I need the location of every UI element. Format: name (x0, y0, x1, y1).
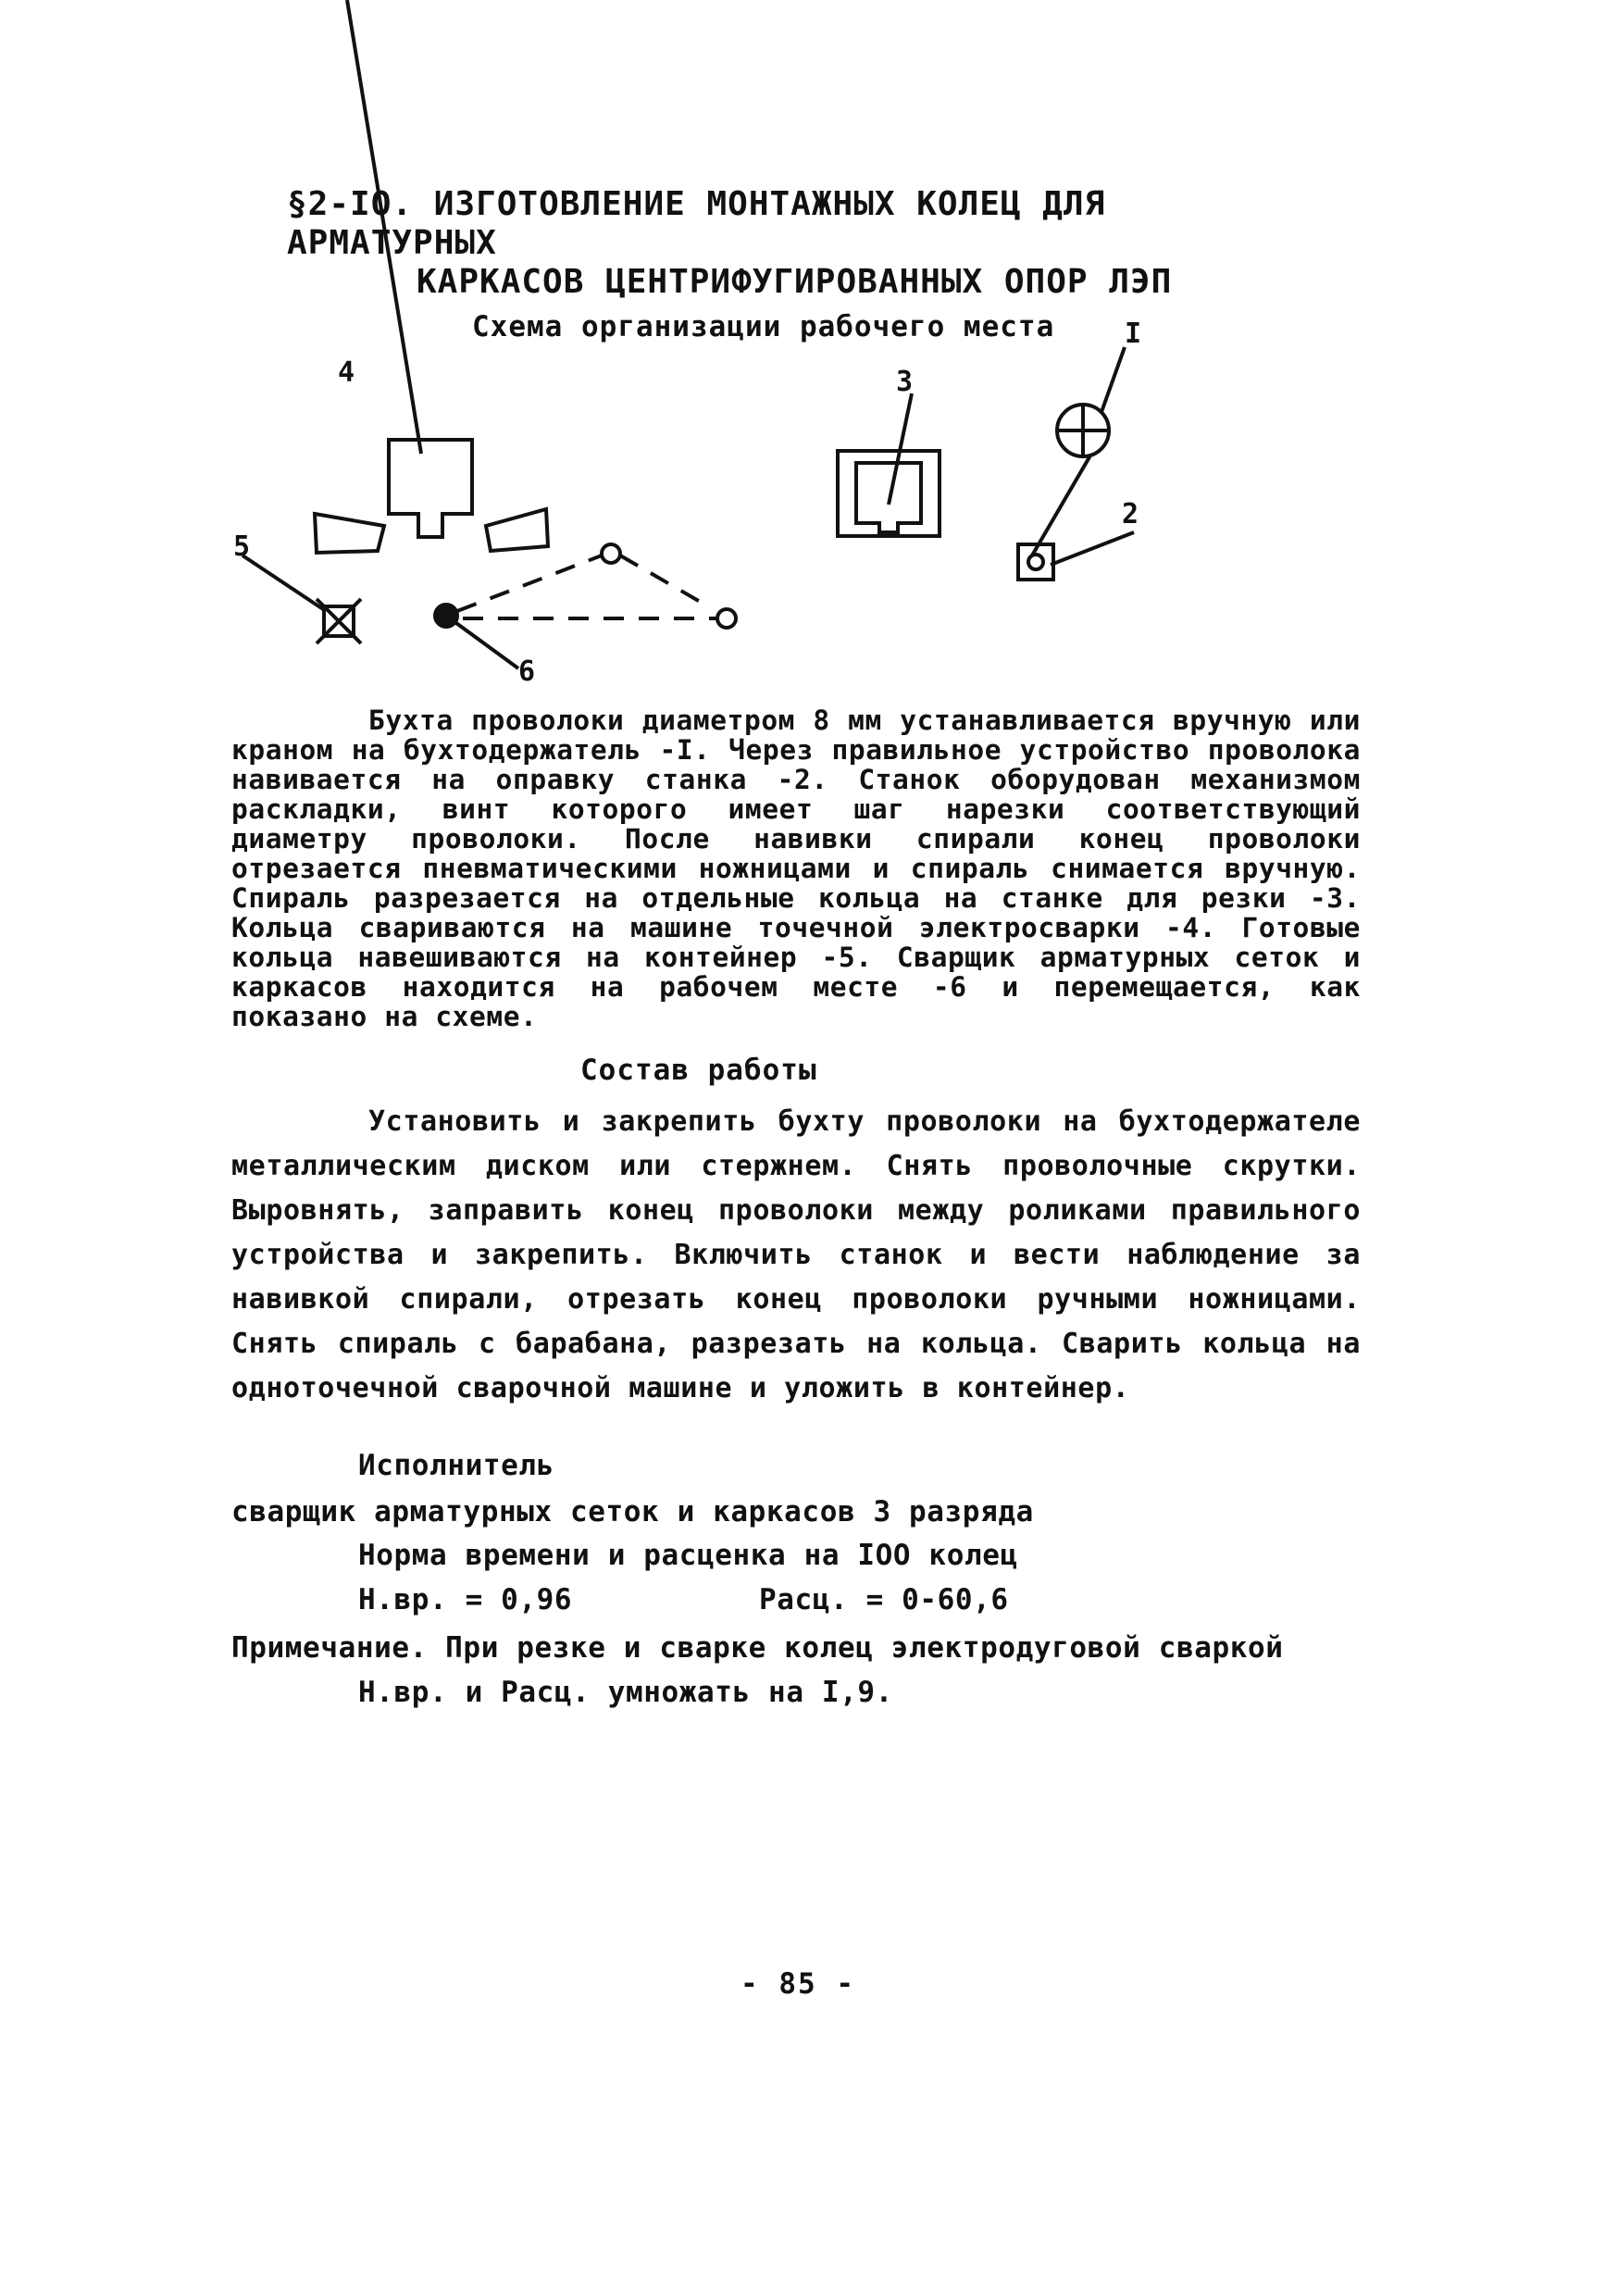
winding-mandrel-shape (1028, 555, 1043, 569)
label-3: 3 (896, 366, 914, 398)
workplace-diagram (0, 0, 1618, 704)
leader-line-2 (1051, 532, 1134, 565)
leader-line-4 (347, 0, 421, 454)
wire-path (1032, 455, 1090, 555)
work-paragraph: Установить и закрепить бухту проволоки на бухтодержателе металлическим диском или стержнем. Снять проволочные скрутки. Выровнять, заправить конец проволоки между роликами правильного устройства и закрепить. Включить станок и вести наблюдение за навивкой спирали, отрезать конец проволоки ручными ножницами. Снять спираль с барабана, разрезать на кольца. Сварить кольца на одноточечной сварочной машине и уложить в контейнер. (231, 1105, 1361, 1404)
welding-machine-shape (389, 440, 472, 537)
note-line-1: Примечание. При резке и сварке колец электродуговой сваркой (231, 1631, 1284, 1665)
label-2: 2 (1122, 498, 1139, 530)
label-4: 4 (338, 356, 355, 389)
movement-path-1 (457, 555, 602, 611)
note-line-2: Н.вр. и Расц. умножать на I,9. (358, 1676, 893, 1709)
norm-heading: Норма времени и расценка на IOO колец (358, 1539, 1018, 1572)
executor-worker: сварщик арматурных сеток и каркасов 3 разряда (231, 1495, 1034, 1529)
bench-left-shape (315, 514, 384, 553)
leader-line-6 (446, 616, 518, 668)
leader-line-1 (1101, 347, 1125, 412)
movement-path-3 (620, 555, 708, 606)
executor-heading: Исполнитель (358, 1449, 554, 1482)
waypoint-circle-1 (602, 544, 620, 563)
leader-line-5 (243, 555, 326, 611)
waypoint-circle-2 (717, 609, 736, 628)
title-line-2: КАРКАСОВ ЦЕНТРИФУГИРОВАННЫХ ОПОР ЛЭП (417, 263, 1173, 301)
bench-right-shape (486, 509, 548, 551)
scheme-caption: Схема организации рабочего места (472, 310, 1055, 343)
page-number: - 85 - (741, 1967, 855, 2001)
norm-price: Расц. = 0-60,6 (759, 1583, 1009, 1616)
label-5: 5 (233, 530, 251, 563)
title-line-1: §2-IO. ИЗГОТОВЛЕНИЕ МОНТАЖНЫХ КОЛЕЦ ДЛЯ АРМАТУРНЫХ (287, 185, 1106, 262)
norm-time: Н.вр. = 0,96 (358, 1583, 573, 1616)
label-6: 6 (518, 655, 536, 688)
work-heading: Состав работы (580, 1054, 817, 1087)
description-paragraph: Бухта проволоки диаметром 8 мм устанавливается вручную или краном на бухтодержатель -I. Через правильное устройство проволока навивается на оправку станка -2. Станок оборудован механизмом раскладки, винт которого имеет шаг нарезки соответствующий диаметру проволоки. После навивки спирали конец проволоки отрезается пневматическими ножницами и спираль снимается вручную. Спираль разрезается на отдельные кольца на станке для резки -3. Кольца свариваются на машине точечной электросварки -4. Готовые кольца навешиваются на контейнер -5. Сварщик арматурных сеток и каркасов находится на рабочем месте -6 и перемещается, как показано на схеме. (231, 705, 1361, 1032)
label-1: I (1125, 318, 1142, 350)
